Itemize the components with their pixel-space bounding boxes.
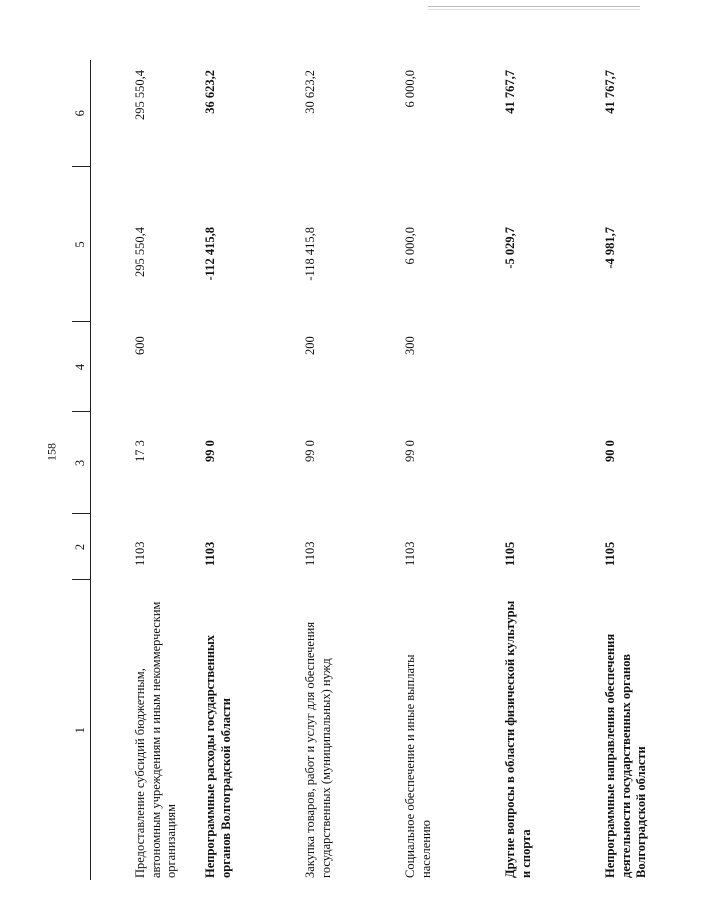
page-number: 158 (44, 443, 59, 461)
row-section-code: 1103 (203, 541, 218, 566)
table-row (203, 60, 303, 880)
row-change-amount: -5 029,7 (503, 227, 518, 269)
row-total-amount: 295 550,4 (133, 70, 148, 120)
row-section-code: 1103 (403, 541, 418, 566)
row-section-code: 1105 (603, 541, 618, 566)
header-cell: 4 (72, 322, 91, 412)
row-program-code: 90 0 (603, 440, 618, 462)
top-rule (428, 6, 640, 10)
row-total-amount: 41 767,7 (503, 70, 518, 114)
table-row (91, 60, 204, 880)
row-name: Другие вопросы в области физической культуры и спорта (503, 600, 533, 878)
row-total-amount: 41 767,7 (603, 70, 618, 114)
header-cell: 2 (72, 514, 91, 580)
row-program-code: 99 0 (403, 440, 418, 462)
row-name: Предоставление субсидий бюджетным, автономным учреждениям и иным некоммерческим организациям (133, 601, 178, 878)
row-name: Непрограммные направления обеспечения деятельности государственных органов Волгоградской области (603, 633, 648, 878)
row-expense-type (503, 322, 603, 412)
header-row (72, 60, 91, 880)
header-cell: 5 (72, 167, 91, 322)
row-section-code: 1103 (303, 541, 318, 566)
row-total-amount: 6 000,0 (403, 70, 418, 108)
row-expense-type: 300 (403, 336, 418, 355)
row-change-amount: 295 550,4 (133, 227, 148, 277)
row-section-code: 1105 (503, 541, 518, 566)
row-program-code: 99 0 (203, 440, 218, 462)
table-row (503, 60, 603, 880)
header-cell: 6 (72, 60, 91, 167)
header-cell: 3 (72, 412, 91, 514)
row-name: Закупка товаров, работ и услуг для обеспечения государственных (муниципальных) нужд (303, 621, 333, 878)
row-change-amount: -4 981,7 (603, 227, 618, 269)
row-expense-type (603, 322, 703, 412)
rotated-page (72, 60, 648, 880)
row-change-amount: -118 415,8 (303, 227, 318, 281)
row-expense-type (203, 322, 303, 412)
row-program-code: 99 0 (303, 440, 318, 462)
row-total-amount: 36 623,2 (203, 70, 218, 114)
row-program-code (503, 412, 603, 514)
header-cell: 1 (72, 580, 91, 880)
row-expense-type: 600 (133, 336, 148, 355)
row-name: Социальное обеспечение и иные выплаты населению (403, 654, 433, 878)
row-program-code: 17 3 (133, 440, 148, 462)
row-name: Непрограммные расходы государственных органов Волгоградской области (203, 634, 233, 878)
row-change-amount: 6 000,0 (403, 227, 418, 265)
row-change-amount: -112 415,8 (203, 227, 218, 281)
row-total-amount: 30 623,2 (303, 70, 318, 114)
budget-table (72, 60, 703, 880)
table-row (303, 60, 403, 880)
table-row (403, 60, 503, 880)
row-section-code: 1103 (133, 541, 148, 566)
table-row (603, 60, 703, 880)
row-expense-type: 200 (303, 336, 318, 355)
